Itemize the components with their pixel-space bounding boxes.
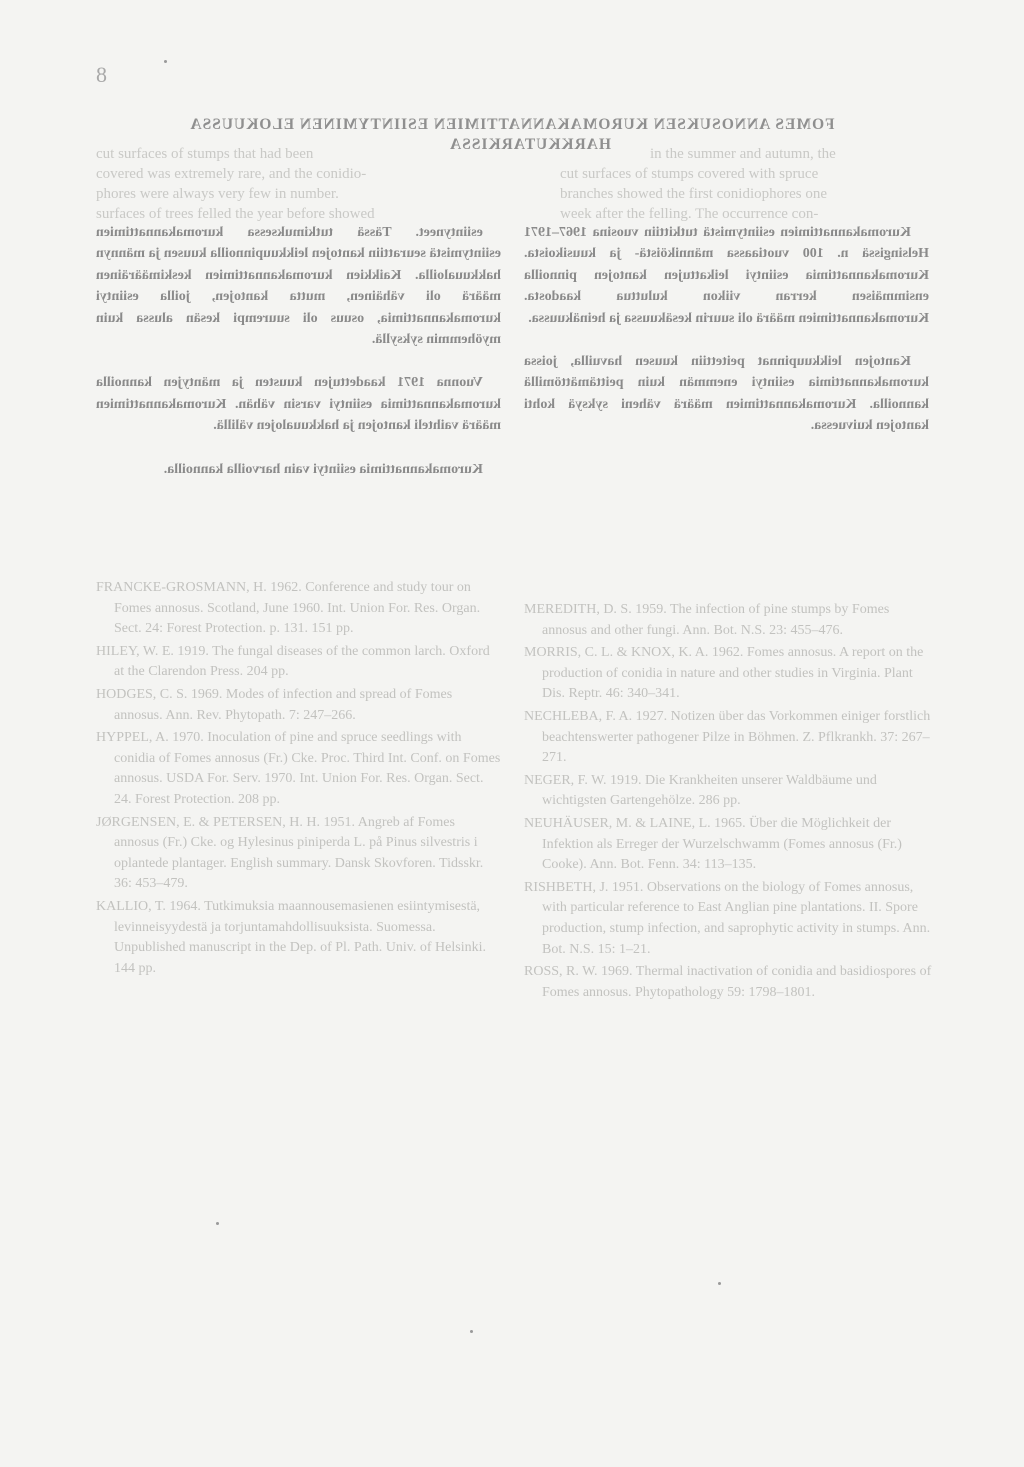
show-through-line: branches showed the first conidiophores one: [560, 186, 828, 202]
show-through-line: cut surfaces of stumps that had been: [96, 146, 314, 162]
reference-entry: HODGES, C. S. 1969. Modes of infection and spread of Fomes annosus. Ann. Rev. Phytopath. 7: 247–266.: [96, 686, 453, 723]
reference-entry: RISHBETH, J. 1951. Observations on the biology of Fomes annosus, with particular reference to East Anglian pine plantations. II. Spore production, stump infection, and saprophytic activity in stumps. Ann. Bot. N.S. 15: 1–21.: [524, 879, 931, 957]
reference-entry: HILEY, W. E. 1919. The fungal diseases of the common larch. Oxford at the Clarendon Press. 204 pp.: [96, 643, 490, 680]
right-text-column: [524, 222, 929, 437]
body-paragraph: Kantojen leikkuupinnat peitettiin kuusen havuilla, joissa kuromakannattimia esiintyi enemmän kuin peittämättömillä kannoilla. Kuromakannattimien määrä väheni syksyä kohti kantojen kuivuessa.: [524, 354, 929, 434]
reference-list-right: [524, 600, 932, 1005]
reference-entry: MEREDITH, D. S. 1959. The infection of pine stumps by Fomes annosus and other fungi. Ann. Bot. N.S. 23: 455–476.: [524, 602, 890, 638]
body-paragraph: esiintyneet. Tässä tutkimuksessa kuromakannattimien esiintymistä seurattiin kantojen leikkuupinnoilla kuusen ja männyn hakkuualoilla. Kaikkien kuromakannattimien keskimääräinen määrä oli vähäinen, mutta kantojen, joilla esiintyi kuromakannattimia, osuus oli suurempi kesän alussa kuin myöhemmin syksyllä.: [96, 225, 501, 348]
show-through-line: cut surfaces of stumps covered with spruce: [560, 166, 819, 182]
body-paragraph: Kuromakannattimia esiintyi vain harvoilla kannoilla.: [163, 461, 483, 477]
body-paragraph: Kuromakannattimien esiintymistä tutkittiin vuosina 1967–1971 Helsingissä n. 100 vuotiaassa männiköistä- ja kuusikoista. Kuromakannattimia esiintyi leikattujen kantojen pinnoilla ensimmäisen kerran viikon kuluttua kaadosta. Kuromakannattimien määrä oli suurin kesäkuussa ja heinäkuussa.: [524, 225, 929, 326]
reference-entry: NEUHÄUSER, M. & LAINE, L. 1965. Über die Möglichkeit der Infektion als Erreger der Wurzelschwamm (Fomes annosus (Fr.) Cooke). Ann. Bot. Fenn. 34: 113–135.: [524, 815, 902, 873]
reference-entry: NECHLEBA, F. A. 1927. Notizen über das Vorkommen einiger forstlich beachtenswerter pathogener Pilze in Böhmen. Z. Pflkrankh. 37: 267–271.: [524, 708, 931, 766]
show-through-line: covered was extremely rare, and the conidio-: [96, 166, 367, 182]
page-number: 8: [96, 62, 107, 87]
reference-entry: MORRIS, C. L. & KNOX, K. A. 1962. Fomes annosus. A report on the production of conidia in nature and other studies in Virginia. Plant Dis. Reptr. 46: 340–341.: [524, 645, 924, 702]
show-through-line: week after the felling. The occurrence con-: [560, 206, 819, 222]
paper-speck: [718, 1282, 721, 1285]
reference-entry: HYPPEL, A. 1970. Inoculation of pine and spruce seedlings with conidia of Fomes annosus (Fr.) Cke. Proc. Third Int. Conf. on Fomes annosus. USDA For. Serv. 1970. Int. Union For. Res. Organ. Sect. 24. Forest Protection. 208 pp.: [96, 730, 501, 807]
show-through-line: surfaces of trees felled the year before showed: [96, 206, 375, 222]
paper-speck: [164, 60, 167, 63]
show-through-line: in the summer and autumn, the: [650, 146, 836, 162]
reference-entry: JØRGENSEN, E. & PETERSEN, H. H. 1951. Angreb af Fomes annosus (Fr.) Cke. og Hylesinus piniperda L. på Pinus silvestris i oplantede plantager. English summary. Dansk Skovforen. Tidsskr. 36: 453–479.: [96, 814, 484, 892]
reference-entry: FRANCKE-GROSMANN, H. 1962. Conference and study tour on Fomes annosus. Scotland, June 1960. Int. Union For. Res. Organ. Sect. 24: Forest Protection. p. 131. 151 pp.: [96, 580, 481, 637]
reference-entry: ROSS, R. W. 1969. Thermal inactivation of conidia and basidiospores of Fomes annosus. Phytopathology 59: 1798–1801.: [524, 964, 932, 1000]
show-through-line: phores were always very few in number.: [96, 186, 339, 202]
body-paragraph: Vuonna 1971 kaadettujen kuusten ja mäntyjen kannoilla kuromakannattimia esiintyi varsin vähän. Kuromakannattimien määrä vaihteli kantojen ja hakkuualojen välillä.: [96, 375, 501, 434]
left-text-column: [96, 222, 501, 480]
paper-speck: [216, 1222, 219, 1225]
reference-list-left: [96, 578, 501, 981]
running-head-continuation: HARKKUTARKISSA: [449, 136, 611, 153]
paper-speck: [470, 1330, 473, 1333]
running-head: FOMES ANNOSUKSEN KUROMAKANNATTIMIEN ESIINTYMINEN ELOKUUSSA: [189, 116, 835, 133]
reference-entry: KALLIO, T. 1964. Tutkimuksia maannousemasienen esiintymisestä, levinneisyydestä ja torjuntamahdollisuuksista. Suomessa. Unpublished manuscript in the Dep. of Pl. Path. Univ. of Helsinki. 144 pp.: [96, 898, 486, 976]
reference-entry: NEGER, F. W. 1919. Die Krankheiten unserer Waldbäume und wichtigsten Gartengehölze. 286 pp.: [524, 772, 877, 809]
